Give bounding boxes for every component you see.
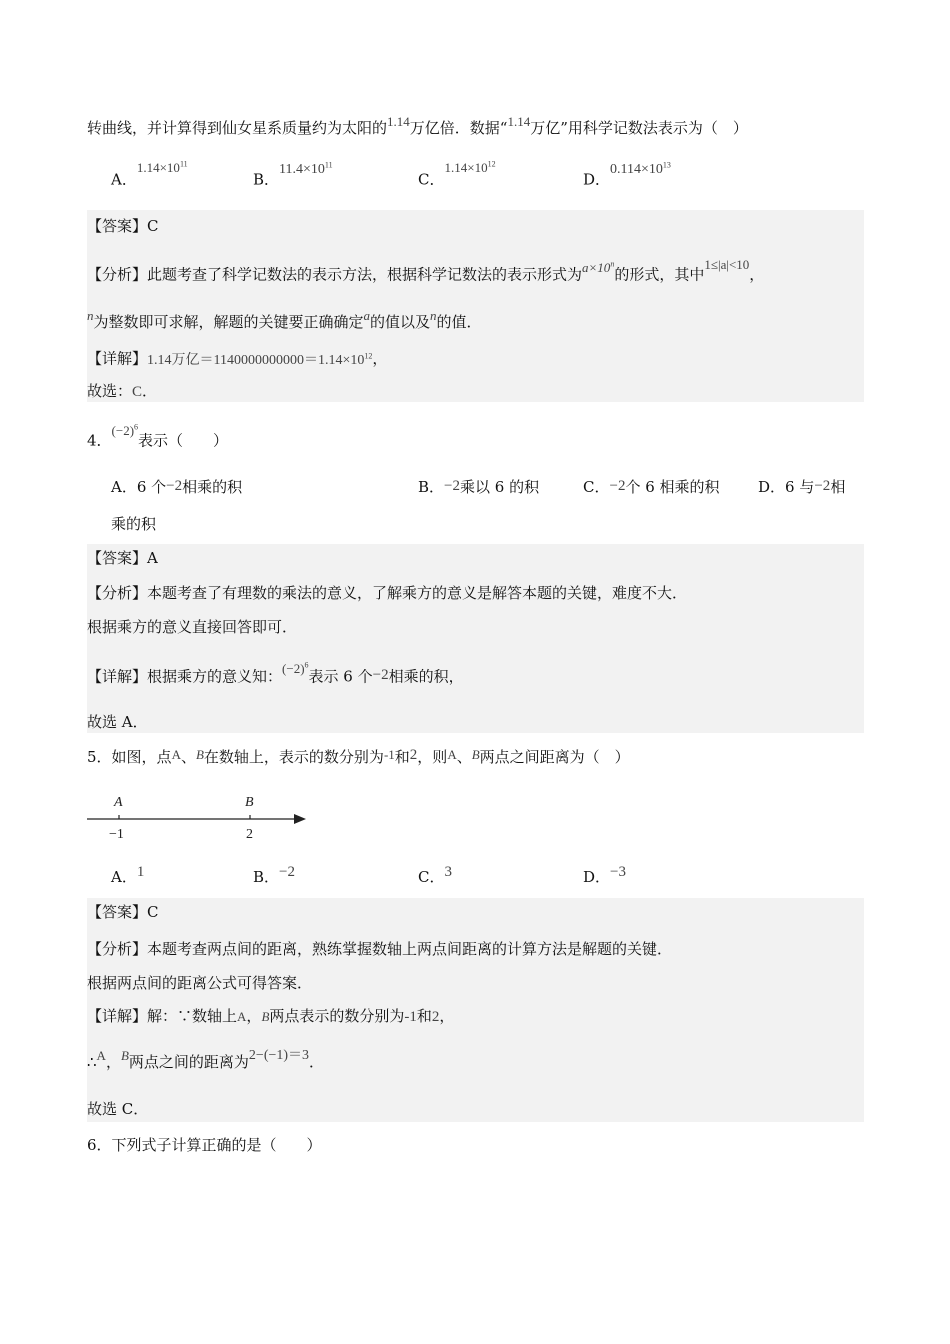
q4-option-c[interactable]: C．−2个 6 相乘的积 [583, 478, 720, 496]
q4-option-a[interactable]: A．6 个−2相乘的积 [111, 478, 243, 496]
q3-option-b-base: 11.4×10 [279, 161, 325, 177]
q3-choose-end: ． [142, 382, 158, 400]
q5-therefore: ∴A，B两点之间的距离为2−(−1)＝3． [87, 1048, 325, 1071]
q4-option-d[interactable]: D．6 与−2相 [758, 478, 846, 496]
q5-option-b[interactable]: B．−2 [253, 864, 295, 886]
q3-analysis-l2-text-c: 的值． [436, 313, 482, 331]
q3-solution-box [87, 210, 864, 402]
analysis-tag: 【分析】 [87, 265, 148, 284]
q3-stem-end: 万亿”用科学记数法表示为（ ） [530, 119, 748, 137]
q3-option-d[interactable] [583, 160, 671, 192]
q4-answer-value: A [147, 549, 158, 567]
q3-option-d-base: 0.114×10 [610, 161, 663, 177]
q5-analysis-line2 [87, 973, 312, 993]
point-b-label: B [245, 795, 254, 810]
number-line-arrow [294, 814, 306, 824]
tick-a-label: −1 [109, 827, 124, 842]
q3-option-a-base: 1.14×10 [136, 160, 180, 176]
tick-b-label: 2 [246, 827, 253, 842]
q5-analysis-text: 本题考查两点间的距离，熟练掌握数轴上两点间距离的计算方法是解题的关键． [147, 940, 673, 958]
q3-detail-end: ， [372, 349, 388, 368]
q3-option-a-letter: A． [111, 170, 137, 189]
q5-choose [87, 1099, 148, 1119]
answer-tag: 【答案】 [87, 217, 148, 235]
q4-stem-text: 表示（ ） [138, 431, 229, 450]
q3-option-c-letter: C． [418, 170, 445, 189]
q4-choose-text: 故选 A． [87, 713, 148, 731]
q3-detail [87, 346, 387, 371]
q3-option-d-exp: 13 [662, 160, 671, 169]
q4-solution-box [87, 544, 864, 733]
q3-option-c[interactable] [418, 160, 496, 190]
q3-option-c-exp: 12 [487, 160, 496, 169]
q3-choose-value: C [132, 384, 143, 400]
q5-stem: 5．如图，点A、B在数轴上，表示的数分别为-1和2，则A、B两点之间距离为（ ） [87, 747, 630, 766]
q4-detail-post: 相乘的积， [388, 667, 464, 686]
q3-option-a-expr [137, 160, 188, 175]
q4-number: 4． [87, 431, 112, 450]
q5-answer-value: C [147, 903, 159, 921]
q4-detail-value: −2 [372, 667, 389, 684]
q5-answer [87, 902, 159, 922]
q4-option-b[interactable]: B．−2乘以 6 的积 [418, 478, 540, 496]
q3-stem [87, 114, 748, 139]
q4-analysis [87, 583, 687, 603]
q4-choose [87, 712, 148, 732]
q3-analysis [87, 257, 765, 285]
q3-analysis-l2-text-b: 的值以及 [370, 313, 431, 331]
q3-answer [87, 216, 159, 236]
q3-stem-text: 转曲线，并计算得到仙女星系质量约为太阳的 [87, 119, 388, 137]
q3-option-c-expr [444, 160, 495, 175]
q3-analysis-l2-text: 为整数即可求解，解题的关键要正确确定 [93, 313, 364, 331]
q3-choose-text: 故选： [87, 382, 133, 400]
q5-analysis-text-2: 根据两点间的距离公式可得答案． [87, 974, 313, 992]
q3-analysis-comma: ， [749, 265, 765, 284]
q3-analysis-form: $a\times 10^n$ [582, 260, 615, 276]
q3-choose [87, 381, 157, 402]
q3-analysis-line2 [87, 308, 482, 333]
q6-number: 6． [87, 1136, 112, 1154]
q4-analysis-text-2: 根据乘方的意义直接回答即可． [87, 618, 298, 636]
q3-analysis-range: 1≤|a|<10 [704, 257, 750, 273]
q5-option-c[interactable]: C．3 [418, 864, 452, 886]
q3-analysis-text: 此题考查了科学记数法的表示方法，根据科学记数法的表示形式为 [147, 265, 583, 284]
q3-option-a[interactable] [111, 160, 188, 190]
detail-tag: 【详解】 [87, 667, 148, 686]
q5-number: 5． [87, 748, 112, 766]
q3-option-b[interactable] [253, 160, 333, 192]
q4-option-d-continued: 乘的积 [111, 515, 157, 533]
q3-option-b-exp: 11 [324, 160, 333, 169]
q4-detail-expr: $(-2)^6$ [282, 661, 309, 677]
q3-option-b-letter: B． [253, 170, 280, 189]
q3-option-b-expr [279, 162, 333, 177]
number-line [84, 788, 314, 844]
q5-choose-text: 故选 C． [87, 1100, 149, 1118]
detail-tag: 【详解】 [87, 1007, 148, 1025]
q3-stem-value: 1.14 [387, 114, 410, 129]
q6-stem-text: 下列式子计算正确的是（ ） [111, 1136, 322, 1154]
q4-detail-mid: 表示 6 个 [308, 667, 373, 686]
q5-detail: 【详解】解：∵数轴上A，B两点表示的数分别为-1和2， [87, 1007, 455, 1025]
q5-analysis [87, 939, 672, 959]
analysis-tag: 【分析】 [87, 584, 148, 602]
q3-detail-expr: 1.14万亿$=1140000000000=1.14\times 10^{12}$ [147, 351, 373, 368]
analysis-tag: 【分析】 [87, 940, 148, 958]
q4-analysis-text: 本题考查了有理数的乘法的意义，了解乘方的意义是解答本题的关键，难度不大． [147, 584, 688, 602]
q5-option-a[interactable]: A．1 [111, 864, 145, 886]
answer-tag: 【答案】 [87, 549, 148, 567]
q4-stem [87, 423, 229, 451]
detail-tag: 【详解】 [87, 349, 148, 368]
q3-var-n-2: n [430, 308, 437, 323]
q3-var-a: a [363, 308, 371, 323]
q3-option-d-letter: D． [583, 170, 611, 189]
q4-stem-expr: $(-2)^6$ [111, 423, 139, 439]
q4-detail [87, 661, 464, 687]
q3-var-n: n [87, 308, 94, 323]
q6-stem [87, 1135, 322, 1155]
q4-analysis-line2 [87, 617, 297, 637]
q3-stem-mid: 万亿倍．数据“ [409, 119, 508, 137]
q5-therefore-expr: 2−(−1)＝3 [248, 1048, 310, 1063]
q3-analysis-text-2: 的形式，其中 [614, 265, 705, 284]
q3-stem-value-2: 1.14 [507, 114, 531, 129]
q3-option-d-expr [610, 162, 671, 177]
q3-option-c-base: 1.14×10 [444, 160, 488, 176]
q4-detail-text: 根据乘方的意义知： [147, 667, 283, 686]
answer-tag: 【答案】 [87, 903, 148, 921]
q5-option-d[interactable]: D．−3 [583, 864, 626, 886]
q3-option-a-exp: 11 [179, 160, 188, 169]
q3-answer-value: C [147, 217, 159, 235]
q4-answer [87, 548, 158, 568]
point-a-label: A [114, 795, 123, 810]
